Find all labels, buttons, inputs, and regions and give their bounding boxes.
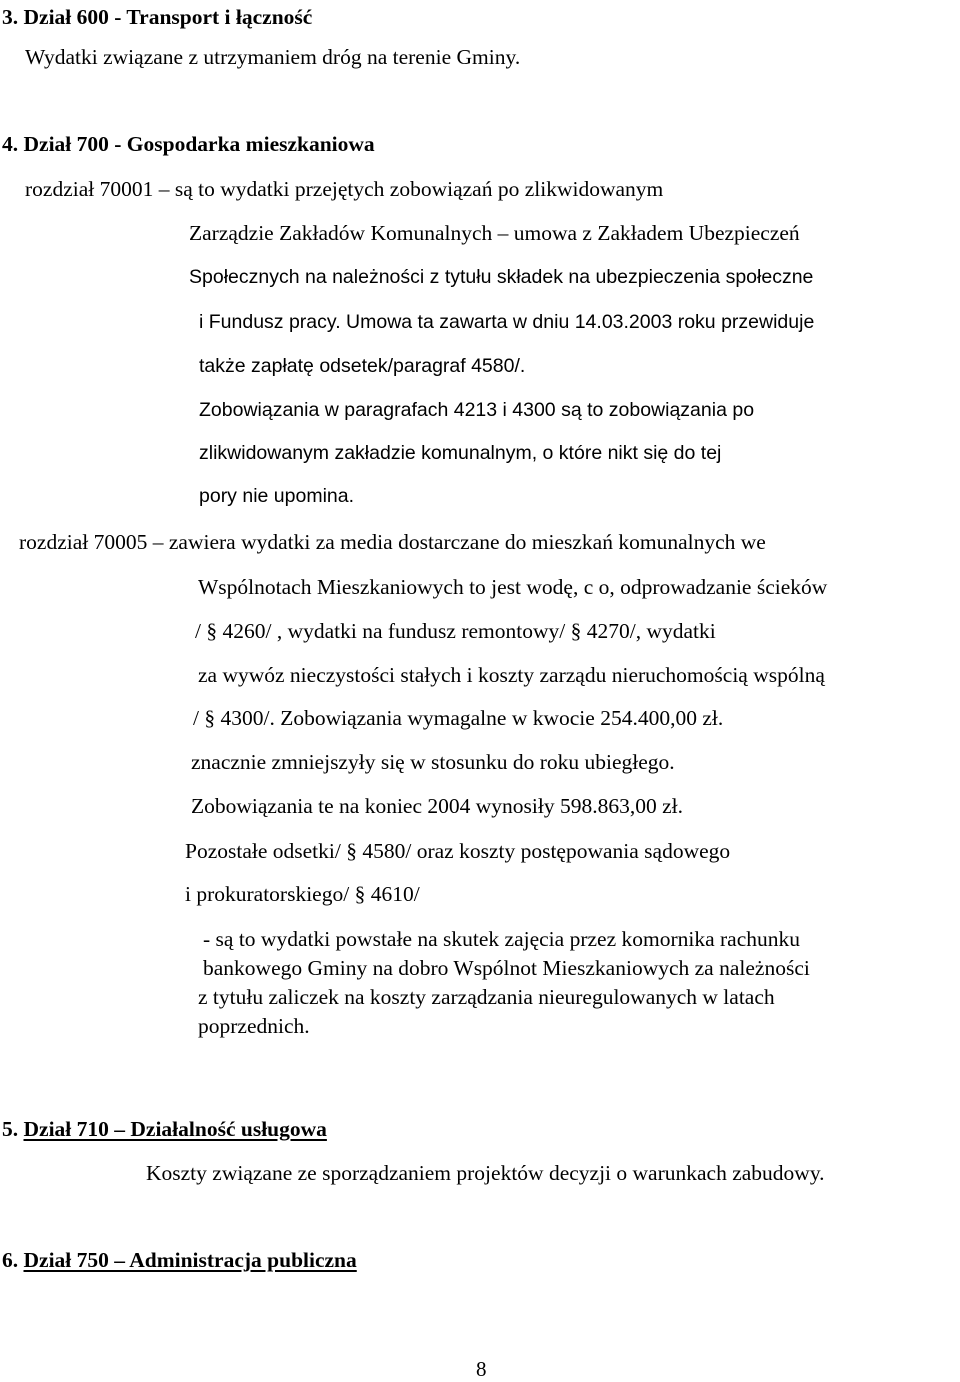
r70005-line-9: i prokuratorskiego/ § 4610/ xyxy=(185,882,420,906)
section-5-heading-line xyxy=(2,1116,327,1142)
section-5-text: Koszty związane ze sporządzaniem projektów decyzji o warunkach zabudowy. xyxy=(146,1161,825,1185)
r70001-line-4: i Fundusz pracy. Umowa ta zawarta w dniu 14.03.2003 roku przewiduje xyxy=(199,311,815,333)
r70001-line-8: pory nie upomina. xyxy=(199,485,355,507)
r70001-line-6: Zobowiązania w paragrafach 4213 i 4300 są to zobowiązania po xyxy=(199,399,755,421)
section-3-heading: 3. Dział 600 - Transport i łączność xyxy=(2,5,313,29)
section-6-heading-line xyxy=(2,1247,357,1273)
r70001-line-7: zlikwidowanym zakładzie komunalnym, o które nikt się do tej xyxy=(199,442,722,464)
r70005-line-11: bankowego Gminy na dobro Wspólnot Mieszkaniowych za należności xyxy=(203,956,810,980)
r70005-line-5: / § 4300/. Zobowiązania wymagalne w kwocie 254.400,00 zł. xyxy=(193,706,724,730)
r70005-line-7: Zobowiązania te na koniec 2004 wynosiły 598.863,00 zł. xyxy=(191,794,684,818)
section-5-heading: Dział 710 – Działalność usługowa xyxy=(23,1117,327,1141)
r70005-line-3: / § 4260/ , wydatki na fundusz remontowy/ § 4270/, wydatki xyxy=(195,619,716,643)
r70005-line-10: - są to wydatki powstałe na skutek zajęcia przez komornika rachunku xyxy=(203,927,801,951)
section-5-number: 5. xyxy=(2,1117,24,1141)
section-6-number: 6. xyxy=(2,1248,24,1272)
r70005-line-6: znacznie zmniejszyły się w stosunku do roku ubiegłego. xyxy=(191,750,675,774)
r70005-line-13: poprzednich. xyxy=(198,1014,310,1038)
r70001-line-1: rozdział 70001 – są to wydatki przejętych zobowiązań po zlikwidowanym xyxy=(25,177,664,201)
r70001-line-3: Społecznych na należności z tytułu składek na ubezpieczenia społeczne xyxy=(189,266,814,288)
page-number: 8 xyxy=(476,1357,487,1381)
r70001-line-2: Zarządzie Zakładów Komunalnych – umowa z Zakładem Ubezpieczeń xyxy=(189,221,800,245)
section-3-text: Wydatki związane z utrzymaniem dróg na terenie Gminy. xyxy=(25,45,521,69)
section-4-heading: 4. Dział 700 - Gospodarka mieszkaniowa xyxy=(2,132,375,156)
section-6-heading: Dział 750 – Administracja publiczna xyxy=(23,1248,357,1272)
r70005-line-1: rozdział 70005 – zawiera wydatki za media dostarczane do mieszkań komunalnych we xyxy=(19,530,766,554)
r70005-line-2: Wspólnotach Mieszkaniowych to jest wodę, c o, odprowadzanie ścieków xyxy=(198,575,828,599)
r70005-line-8: Pozostałe odsetki/ § 4580/ oraz koszty postępowania sądowego xyxy=(185,839,731,863)
r70005-line-4: za wywóz nieczystości stałych i koszty zarządu nieruchomością wspólną xyxy=(198,663,825,687)
r70001-line-5: także zapłatę odsetek/paragraf 4580/. xyxy=(199,355,526,377)
r70005-line-12: z tytułu zaliczek na koszty zarządzania nieuregulowanych w latach xyxy=(198,985,775,1009)
